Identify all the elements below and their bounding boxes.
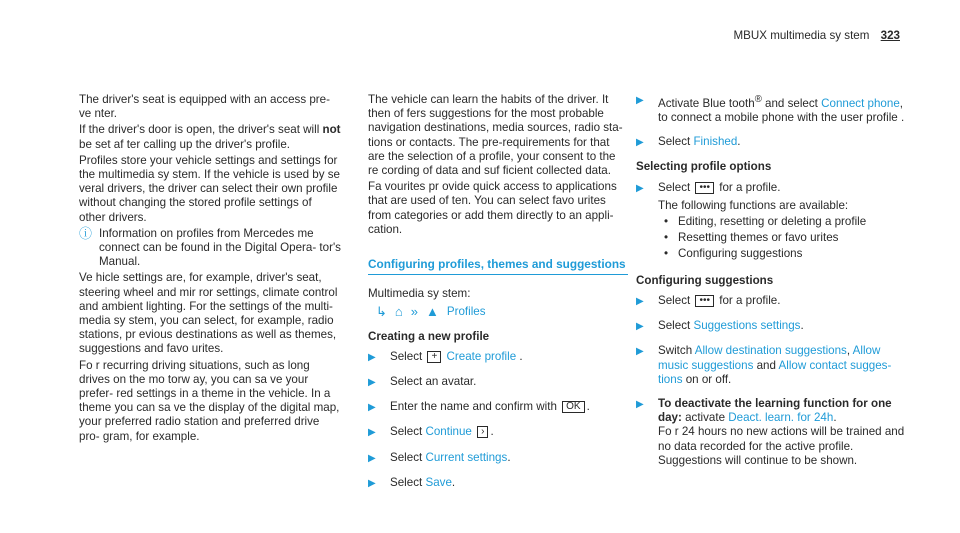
section-heading: Configuring profiles, themes and suggestions [368, 257, 628, 275]
allow-contact-link[interactable]: Allow contact sugges‐ tions [658, 358, 892, 386]
step-text-end: for a profile. [719, 180, 781, 194]
step-text: Select [658, 135, 691, 149]
registered-mark: ® [754, 94, 762, 105]
step-text: activate [685, 411, 726, 425]
step-arrow-icon: ▶ [636, 321, 644, 333]
create-profile-link[interactable]: Create profile [446, 349, 517, 363]
recurring-driving-text: Fo r recurring driving situations, such as long drives on the mo torw ay, you can sa ve your prefer‐ red settings in a theme in the vehicle. In a theme you can sa ve the display of the digital map, your preferred radio station and preferred drive pro‐ gram, for example. [79, 358, 340, 443]
step-text-and: and [756, 358, 776, 372]
door-open-text-bold: not [322, 123, 341, 137]
save-link[interactable]: Save [425, 475, 452, 489]
step-arrow-icon: ▶ [636, 182, 644, 194]
favourites-text: Fa vourites pr ovide quick access to applications that are used of ten. You can select favo urites from categories or add them directly to an appli‐ cation. [368, 180, 617, 236]
finished-link[interactable]: Finished [693, 135, 738, 149]
step-switch-suggestions: ▶ Switch Allow destination suggestions, Allow music suggestions and Allow contact sugges‐ tions on or off. [636, 344, 892, 386]
step-text-end: on or off. [685, 372, 732, 386]
person-icon: ▲ [426, 304, 439, 320]
allow-destination-link[interactable]: Allow destination suggestions [694, 344, 847, 358]
running-header [733, 29, 900, 43]
step-arrow-icon: ▶ [636, 137, 644, 149]
step-select-avatar [368, 375, 628, 390]
learn-habits-text: The vehicle can learn the habits of the driver. It then of fers suggestions for the most probable navigation destinations, media sources, radio sta‐ tions or contacts. The pre-requirements for that are the selection of a profile, your consent to the re cording of data and suf ficient collected data. [368, 93, 623, 178]
step-text: Select [658, 319, 691, 333]
step-arrow-icon: ▶ [368, 351, 376, 363]
door-open-text [79, 123, 341, 151]
more-options-icon: ••• [695, 295, 714, 307]
step-select-more [636, 181, 906, 264]
profiles-store-text: Profiles store your vehicle settings and settings for the multimedia sy stem. If the vehicle is used by se veral drivers, the driver can select their own profile without changing the stored profile settings of other drivers. [79, 153, 340, 224]
step-text-end: . [519, 349, 523, 363]
step-arrow-icon: ▶ [636, 295, 644, 307]
selecting-options-heading: Selecting profile options [636, 160, 772, 174]
step-arrow-icon: ▶ [368, 477, 376, 489]
path-profiles[interactable]: Profiles [446, 305, 486, 319]
functions-available-text: The following functions are available: [658, 198, 849, 212]
step-text: Activate Blue tooth [658, 96, 755, 110]
step-arrow-icon: ▶ [368, 377, 376, 389]
column-1 [79, 93, 341, 446]
step-text-end: for a profile. [719, 293, 781, 307]
bullet-item: • Editing, resetting or deleting a profile [664, 215, 867, 229]
step-text: Select [390, 450, 423, 464]
step-continue: ▶ Select Continue › . [368, 425, 628, 440]
header-title: MBUX multimedia sy stem [733, 29, 870, 42]
bullet-text: Editing, resetting or deleting a profile [678, 215, 867, 229]
step-arrow-icon: ▶ [636, 346, 644, 358]
step-suggestions-settings: ▶ Select Suggestions settings. [636, 319, 906, 334]
info-icon: ⓘ [79, 225, 93, 241]
step-text: Select [390, 475, 423, 489]
info-note [79, 227, 341, 270]
chevron-right-icon: › [477, 426, 488, 438]
navigation-path [376, 305, 628, 319]
step-text: Select [658, 293, 691, 307]
continue-link[interactable]: Continue [425, 425, 472, 439]
bullet-item: • Configuring suggestions [664, 247, 803, 261]
plus-icon: + [427, 351, 441, 363]
step-finished: ▶ Select Finished. [636, 135, 906, 150]
step-arrow-icon: ▶ [368, 402, 376, 414]
page-number: 323 [880, 29, 900, 42]
multimedia-label: Multimedia sy stem: [368, 287, 471, 301]
info-note-text: Information on profiles from Mercedes me connect can be found in the Digital Opera‐ tor's Manual. [99, 226, 341, 269]
deact-learn-link[interactable]: Deact. learn. for 24h [728, 411, 834, 425]
step-current-settings: ▶ Select Current settings. [368, 451, 628, 466]
deactivate-note-text: Fo r 24 hours no new actions will be trained and no data recorded for the active profile. Suggestions will continue to be shown. [658, 425, 905, 467]
allow-music-link[interactable]: Allow music suggestions [658, 344, 881, 372]
step-text: Enter the name and confirm with [390, 400, 557, 414]
home-icon: ⌂ [394, 304, 403, 320]
step-text: Switch [658, 344, 693, 358]
deactivate-bold-text: To deactivate the learning function for one day: [658, 396, 892, 425]
bullet-text: Resetting themes or favo urites [678, 231, 839, 245]
connect-phone-link[interactable]: Connect phone [821, 96, 900, 110]
bullet-item: • Resetting themes or favo urites [664, 231, 839, 245]
configuring-suggestions-heading: Configuring suggestions [636, 273, 774, 287]
step-select-more-2 [636, 294, 906, 309]
current-settings-link[interactable]: Current settings [425, 450, 508, 464]
door-open-text-c: be set af ter calling up the driver's profile. [79, 137, 291, 151]
ok-key-icon: OK [562, 401, 584, 413]
door-open-text-a: If the driver's door is open, the driver's seat will [79, 123, 320, 137]
column-2 [368, 93, 628, 501]
step-arrow-icon: ▶ [636, 95, 644, 106]
arrow-right-icon: ↳ [376, 304, 387, 320]
step-text: Select [658, 180, 691, 194]
step-text: Select [390, 349, 423, 363]
step-text-mid: and select [761, 96, 818, 110]
suggestions-settings-link[interactable]: Suggestions settings [693, 319, 801, 333]
step-text-end: , to connect a mobile phone with the user profile . [658, 96, 905, 125]
step-enter-name: ▶ Enter the name and confirm with OK . [368, 400, 628, 415]
vehicle-settings-text: Ve hicle settings are, for example, driver's seat, steering wheel and mir ror settings, climate control and ambient lighting. For the settings of the multi‐ media sy stem, you can select, for example, radio stations, pr evious destinations as well as themes, suggestions and favo urites. [79, 271, 338, 356]
double-chevron-icon: » [410, 304, 418, 320]
bullet-text: Configuring suggestions [678, 247, 803, 261]
step-arrow-icon: ▶ [368, 452, 376, 464]
step-save: ▶ Select Save. [368, 476, 628, 491]
column-3 [636, 93, 906, 478]
step-connect-phone [636, 93, 906, 125]
step-text: Select an avatar. [390, 375, 477, 389]
create-profile-heading: Creating a new profile [368, 329, 490, 343]
access-preventer-text: The driver's seat is equipped with an access pre‐ve nter. [79, 93, 330, 121]
more-options-icon: ••• [695, 182, 714, 194]
step-text: Select [390, 425, 423, 439]
step-create-profile [368, 350, 628, 365]
step-arrow-icon: ▶ [636, 398, 644, 410]
step-deactivate-learning: ▶ To deactivate the learning function for one day: activate Deact. learn. for 24h. Fo r 24 hours no new actions will be trained and no data recorded for the active profile. Suggestions will continue to be shown. [636, 396, 905, 467]
step-arrow-icon: ▶ [368, 427, 376, 439]
